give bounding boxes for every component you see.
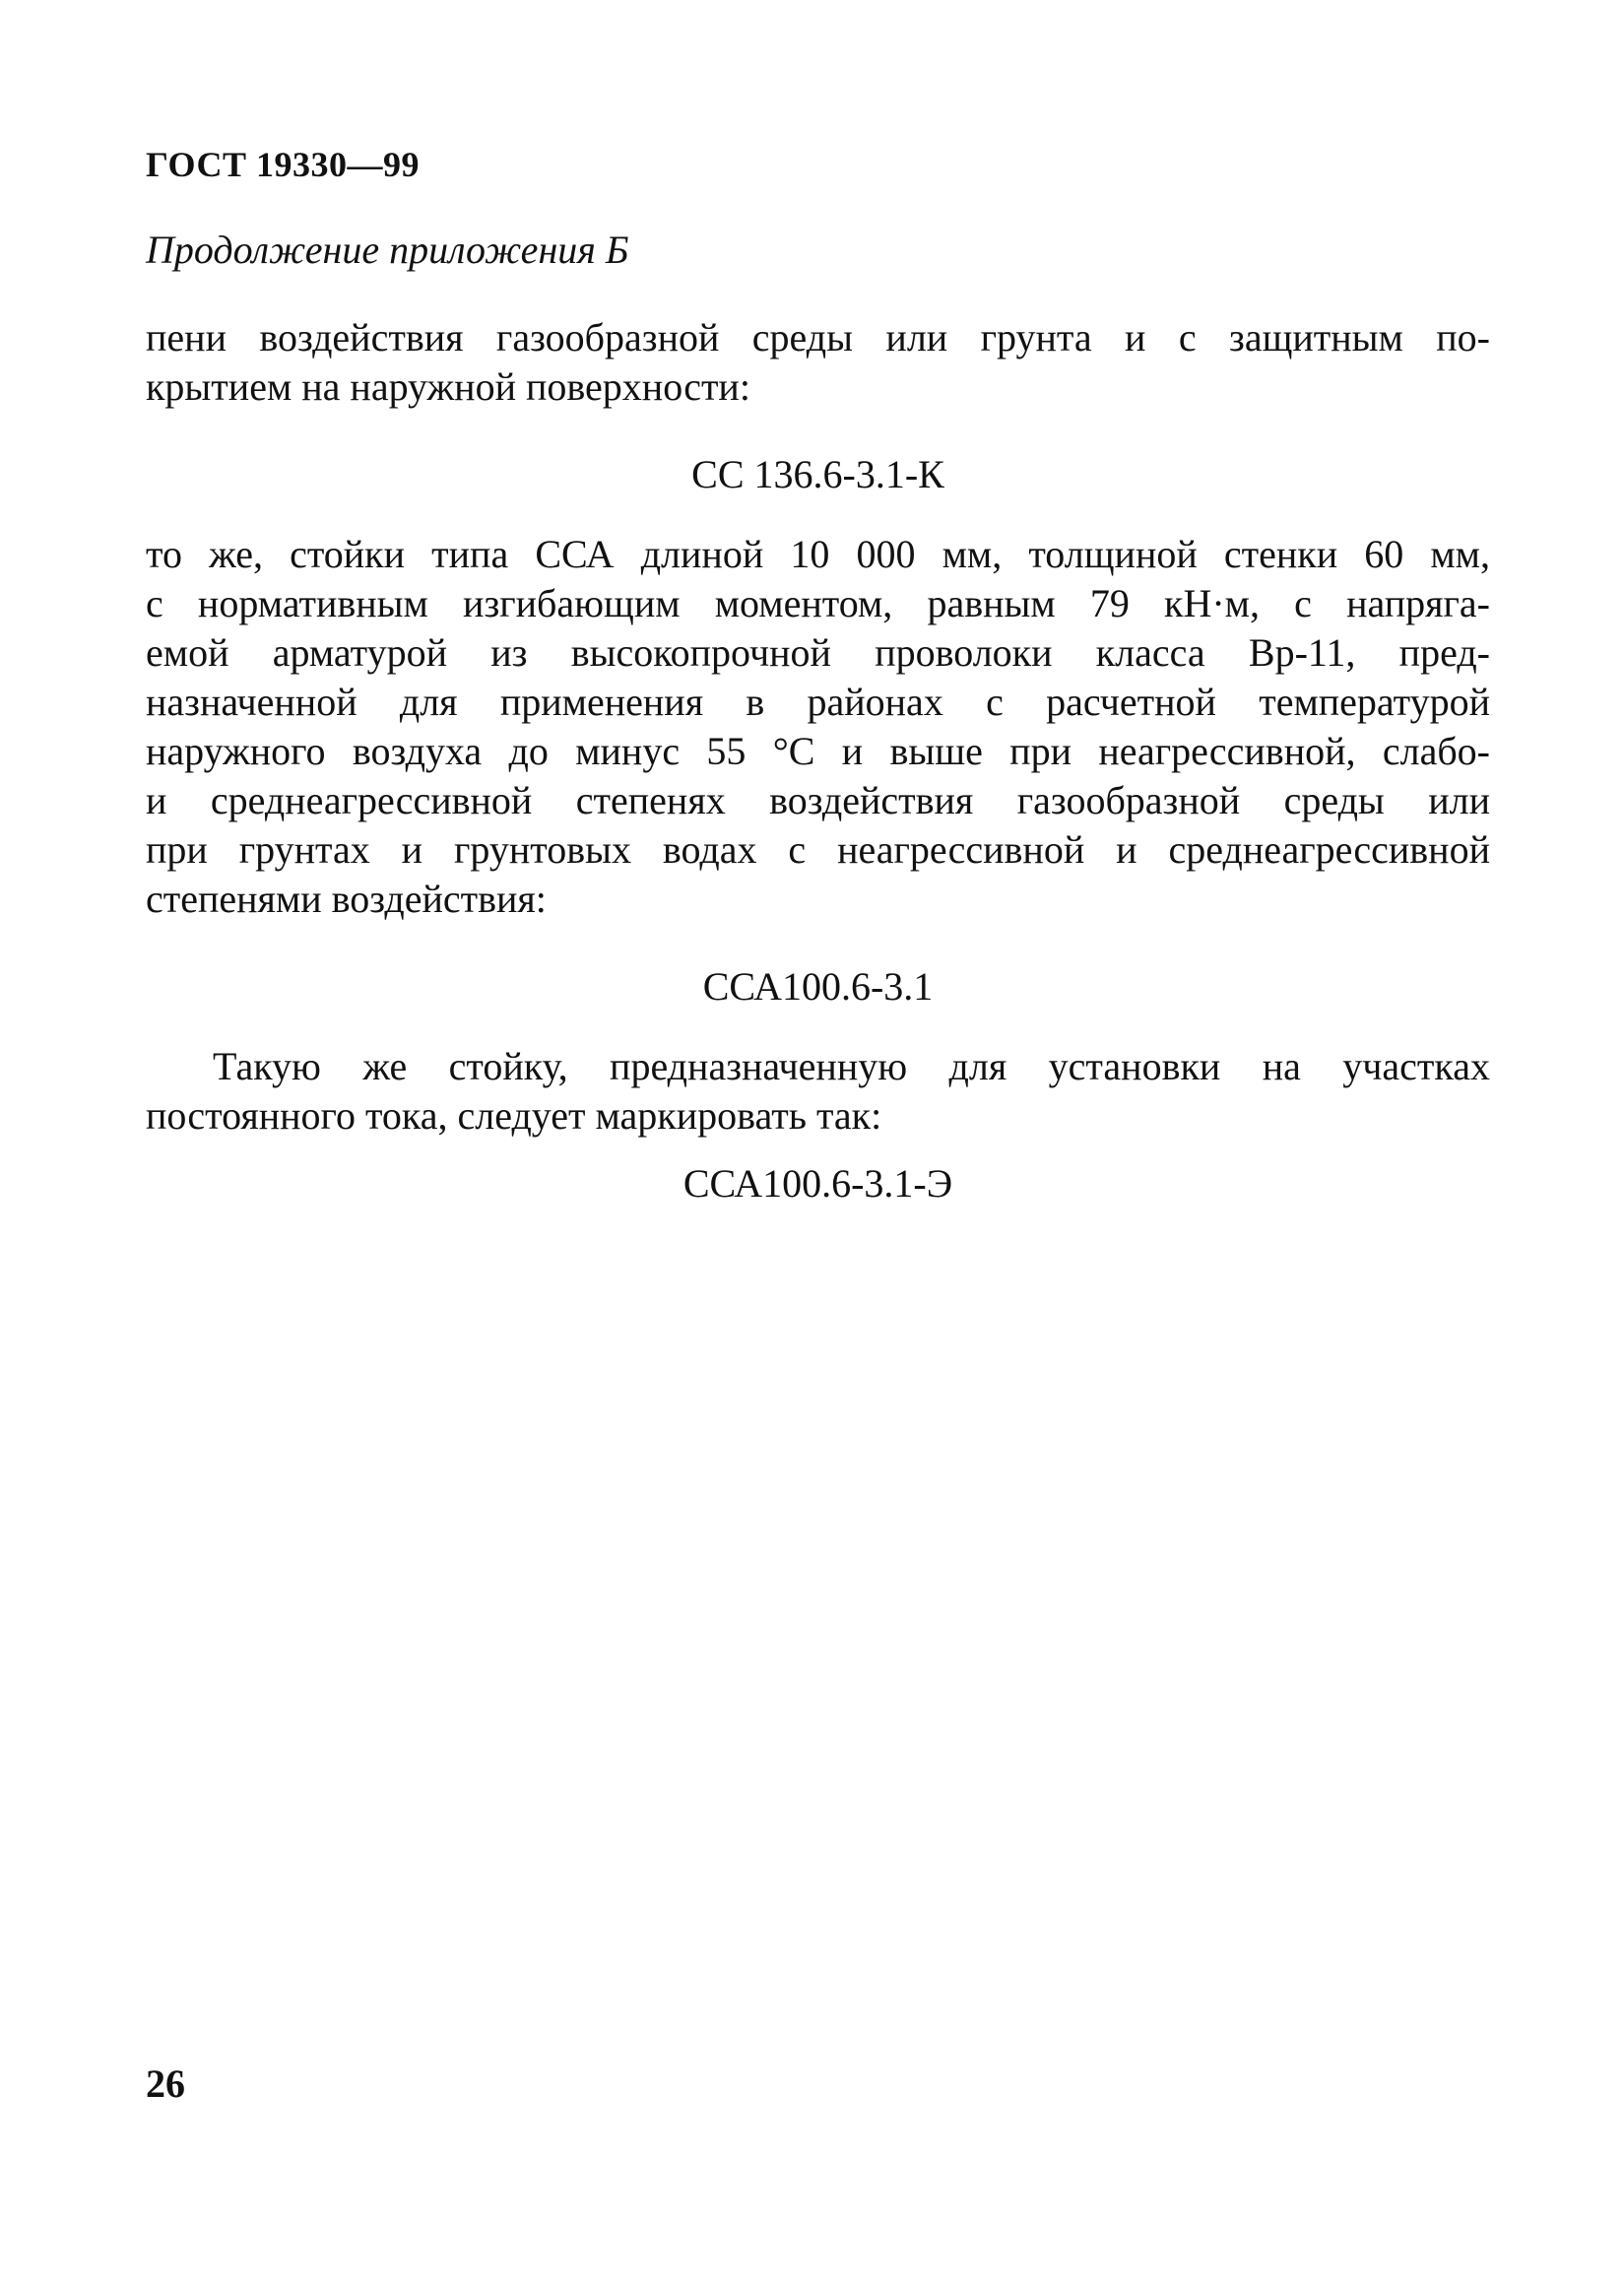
paragraph-direct-current — [146, 1042, 1490, 1141]
designation-example-3: ССА100.6-3.1-Э — [682, 1161, 953, 1206]
paragraph-line: при грунтах и грунтовых водах с неагрессивной и среднеагрессивной — [146, 827, 1490, 872]
paragraph-line: степенями воздействия: — [146, 877, 547, 921]
paragraph-line: назначенной для применения в районах с расчетной температурой — [146, 680, 1490, 724]
paragraph-line: с нормативным изгибающим моментом, равным 79 кН·м, с напряга- — [146, 581, 1490, 625]
page-number: 26 — [146, 2061, 185, 2106]
paragraph-line: наружного воздуха до минус 55 °С и выше при неагрессивной, слабо- — [146, 729, 1490, 773]
paragraph-line: то же, стойки типа ССА длиной 10 000 мм, толщиной стенки 60 мм, — [146, 532, 1490, 576]
paragraph-line: емой арматурой из высокопрочной проволоки класса Вр-11, пред- — [146, 630, 1490, 675]
paragraph-example-description — [146, 530, 1490, 924]
paragraph-line: постоянного тока, следует маркировать так: — [146, 1093, 882, 1138]
paragraph-continuation — [146, 313, 1490, 412]
designation-example-2: ССА100.6-3.1 — [702, 964, 934, 1009]
paragraph-line: пени воздействия газообразной среды или грунта и с защитным по- — [146, 315, 1490, 359]
paragraph-line: крытием на наружной поверхности: — [146, 364, 750, 409]
paragraph-line: и среднеагрессивной степенях воздействия газообразной среды или — [146, 778, 1490, 822]
designation-example-1: СС 136.6-3.1-К — [691, 452, 944, 496]
standard-code: ГОСТ 19330—99 — [146, 145, 420, 184]
appendix-title: Продолжение приложения Б — [146, 228, 629, 272]
paragraph-line: Такую же стойку, предназначенную для установки на участках — [213, 1044, 1490, 1088]
